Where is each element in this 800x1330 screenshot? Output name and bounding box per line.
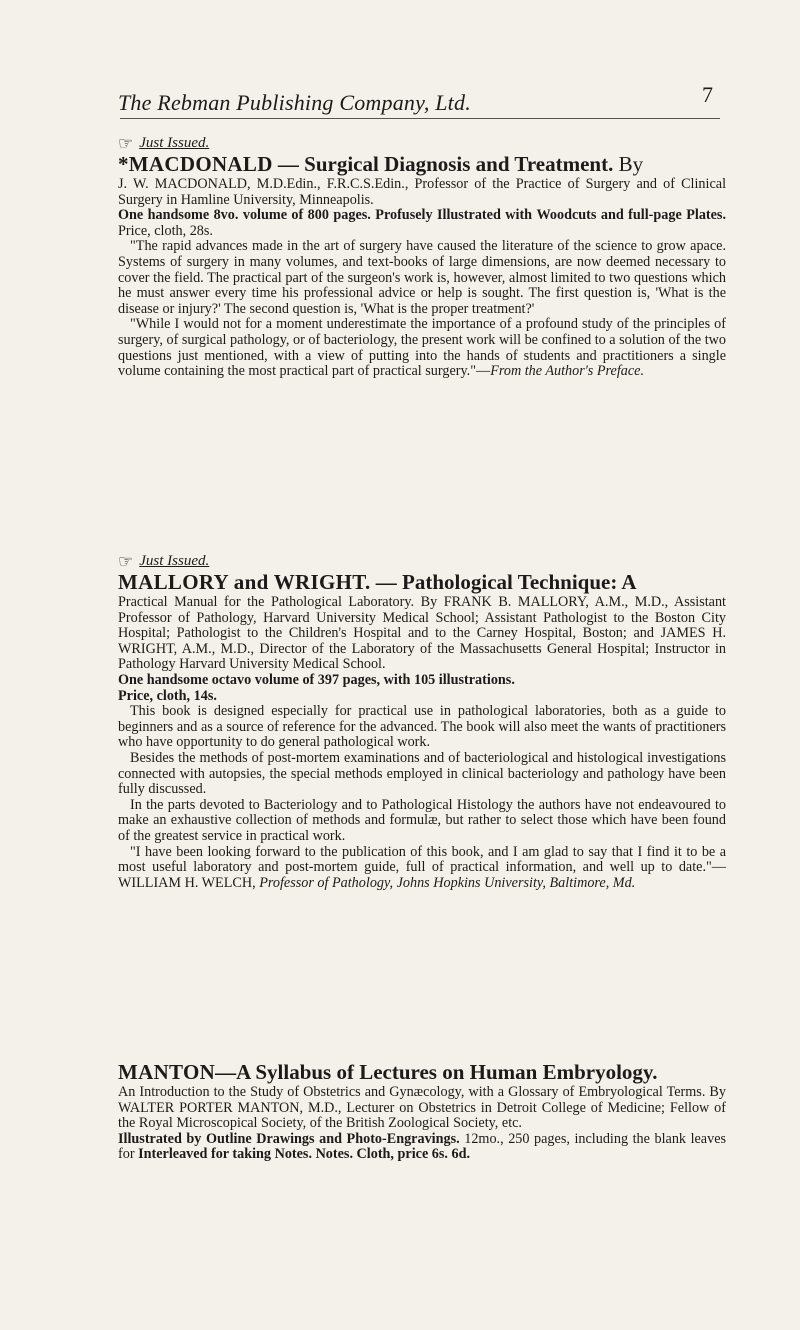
illustration-details: with 105 illustrations.: [383, 671, 515, 688]
price: [118, 689, 726, 705]
author-credentials: An Introduction to the Study of Obstetrics and Gynæcology, with a Glossary of Embryological Terms. By WALTER PORTER MANTON, M.D., Lecturer on Obstetrics in Detroit College of Medicine; Fellow of the Royal Microscopical Society, of the British Zoological Society, etc.: [118, 1084, 726, 1132]
price: Notes. Cloth, price 6s. 6d.: [315, 1146, 471, 1163]
review-paragraph: [118, 845, 726, 892]
author-name: *MACDONALD: [118, 152, 273, 176]
title-by: By: [618, 152, 644, 176]
author-name: MALLORY and WRIGHT.: [118, 570, 371, 594]
just-issued-flag: [118, 552, 726, 570]
volume-details: One handsome octavo volume of 397 pages,: [118, 671, 381, 688]
author-credentials: [118, 177, 726, 208]
quote-source: From the Author's Preface.: [490, 363, 645, 380]
credentials-line: J. W. MACDONALD, M.D.Edin., F.R.C.S.Edin., Professor of the Practice: [118, 176, 562, 192]
description-paragraph: In the parts devoted to Bacteriology and to Pathological Histology the authors have not endeavoured to make an exhaustive collection of methods and formulæ, but rather to select those which have been found of the greatest service in practical work.: [118, 796, 726, 844]
credentials-line: of Surgery and of Clinical Surgery in Hamline University, Minneapolis.: [118, 176, 727, 208]
entry-heading: [118, 1060, 726, 1085]
book-title: —A Syllabus of Lectures on Human Embryology.: [215, 1060, 658, 1084]
volume-details: 12mo., 250 pages, including the blank leaves for: [118, 1130, 727, 1163]
book-details: [118, 208, 726, 239]
running-head-title: The Rebman Publishing Company, Ltd.: [118, 90, 471, 115]
entry-mallory-wright: [118, 552, 726, 891]
description-paragraph: Besides the methods of post-mortem examinations and of bacteriological and histological investigations connected with autopsies, the special methods employed in clinical bacteriology and pathology have been fully discussed.: [118, 749, 726, 798]
review-quote: "I have been looking forward to the publication of this book, and I am glad to say that I find it to be a most useful laboratory and post-mortem guide, full of practical information, and well up to date."—WILLIAM H. WELCH,: [118, 843, 726, 891]
preface-paragraph: "The rapid advances made in the art of surgery have caused the literature of the science to grow apace. Systems of surgery in many volumes, and text-books of large dimensions, are now deemed necessary to cover the field. The practical part of the surgeon's work is, however, almost limited to two questions which he must answer every time his professional advice or help is sought. The first question is, 'What is the disease or injury?' The second question is, 'What is the proper treatment?': [118, 238, 726, 317]
author-name: MANTON: [118, 1060, 216, 1084]
preface-quote: "While I would not for a moment underestimate the importance of a profound study of the principles of surgery, of surgical pathology, or of bacteriology, the present work will be confined to a solution of the two questions just mentioned, with a view of putting into the hands of students and practitioners a single volume containing the most practical part of practical surgery."—: [118, 316, 726, 380]
preface-paragraph: [118, 317, 726, 379]
pointing-hand-icon: ☞: [118, 551, 134, 571]
head-rule: [120, 118, 720, 119]
entry-heading: [118, 570, 726, 595]
running-head: [118, 82, 718, 116]
author-credentials: Practical Manual for the Pathological Laboratory. By FRANK B. MALLORY, A.M., M.D., Assistant Professor of Pathology, Harvard University Medical School; Assistant Pathologist to the Boston City Hospital; Pathologist to the Children's Hospital and to the Carney Hospital, Boston; and JAMES H. WRIGHT, A.M., M.D., Director of the Laboratory of the Massachusetts General Hospital; Instructor in Pathology Harvard University Medical School.: [118, 594, 726, 673]
entry-macdonald: [118, 134, 726, 380]
illustration-details: Profusely Illustrated with: [375, 207, 533, 224]
quote-source: Professor of Pathology, Johns Hopkins University, Baltimore, Md.: [259, 874, 636, 891]
just-issued-flag: [118, 134, 726, 152]
book-details: [118, 1132, 726, 1163]
book-details: [118, 673, 726, 689]
price: Price, cloth, 28s.: [118, 222, 213, 239]
flag-label: Just Issued.: [139, 134, 210, 151]
illustration-details: Woodcuts and full-page Plates.: [536, 207, 727, 224]
pointing-hand-icon: ☞: [118, 133, 134, 153]
entry-heading: [118, 152, 726, 177]
flag-label: Just Issued.: [139, 552, 210, 569]
page-number: 7: [702, 82, 714, 107]
interleave-details: Interleaved for taking Notes.: [138, 1146, 313, 1163]
book-title: — Surgical Diagnosis and Treatment.: [277, 152, 614, 176]
volume-details: One handsome 8vo. volume of 800 pages.: [118, 207, 371, 224]
price-text: Price, cloth, 14s.: [118, 687, 217, 704]
description-paragraph: This book is designed especially for practical use in pathological laboratories, both as a guide to beginners and as a source of reference for the advanced. The book will also meet the wants of practitioners who have opportunity to do general pathological work.: [118, 703, 726, 751]
illustration-details: Illustrated by Outline Drawings and Photo-Engravings.: [118, 1130, 460, 1147]
entry-manton: [118, 1060, 726, 1163]
book-title: — Pathological Technique: A: [375, 570, 637, 594]
